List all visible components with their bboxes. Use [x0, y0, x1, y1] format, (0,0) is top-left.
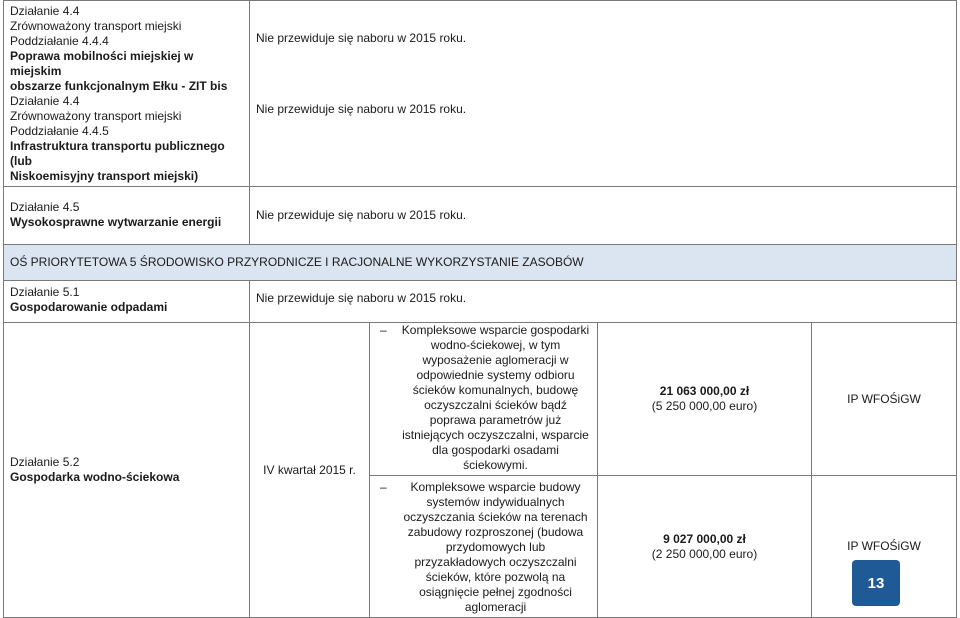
action-title: Gospodarowanie odpadami [10, 300, 168, 314]
dash-bullet: – [380, 480, 387, 494]
table-row [4, 323, 957, 476]
dash-bullet: – [380, 323, 387, 337]
page-number: 13 [867, 574, 885, 592]
scope-cell [370, 323, 598, 476]
no-call-note: Nie przewiduje się naboru w 2015 roku. [256, 102, 467, 116]
action-title: Wysokosprawne wytwarzanie energii [10, 215, 222, 229]
table-row [4, 281, 957, 323]
period-cell [250, 323, 370, 618]
scope-cell [370, 476, 598, 618]
priority-axis-title: OŚ PRIORYTETOWA 5 ŚRODOWISKO PRZYRODNICZE I RACJONALNE WYKORZYSTANIE ZASOBÓW [10, 255, 584, 269]
measure-line: Poddziałanie 4.4.5 [10, 124, 109, 138]
list-item [376, 323, 591, 473]
no-call-note: Nie przewiduje się naboru w 2015 roku. [256, 208, 467, 222]
action-label: Działanie 5.2 [10, 455, 80, 469]
institution: IP WFOŚiGW [847, 539, 921, 553]
measure-line: Zrównoważony transport miejski [10, 109, 182, 123]
measure-cell [4, 187, 250, 245]
table-row [4, 1, 957, 187]
measure-cell [4, 281, 250, 323]
measure-cell [4, 1, 250, 187]
institution-cell [812, 323, 957, 476]
amount-cell [598, 323, 812, 476]
table-row [4, 245, 957, 281]
amount-cell [598, 476, 812, 618]
amount-pln: 21 063 000,00 zł [659, 384, 750, 398]
measure-line: Działanie 4.4 [10, 4, 80, 18]
measure-cell [4, 323, 250, 618]
amount-eur: (2 250 000,00 euro) [651, 546, 758, 561]
page-number-badge [852, 560, 900, 606]
measure-lines [10, 4, 243, 184]
table-row [4, 187, 957, 245]
note-cell [250, 1, 957, 187]
measure-line: Niskoemisyjny transport miejski) [10, 169, 199, 183]
note-cell [250, 281, 957, 323]
scope-description: Kompleksowe wsparcie budowy systemów indywidualnych oczyszczania ścieków na terenach zabudowy rozproszonej (budowa przydomowych lub przyzakładowych oczyszczalni ścieków, które pozwolą na osiągnięcie pełnej zgodności aglomeracji [403, 480, 588, 614]
institution: IP WFOŚiGW [847, 391, 921, 406]
call-period: IV kwartał 2015 r. [263, 462, 356, 477]
action-label: Działanie 5.1 [10, 285, 80, 299]
schedule-table [3, 0, 957, 618]
amount-eur: (5 250 000,00 euro) [651, 399, 758, 413]
no-call-note: Nie przewiduje się naboru w 2015 roku. [256, 31, 467, 45]
action-title: Gospodarka wodno-ściekowa [10, 470, 180, 484]
no-call-note: Nie przewiduje się naboru w 2015 roku. [256, 291, 467, 305]
measure-line: Poprawa mobilności miejskiej w miejskim [10, 49, 194, 78]
measure-line: Infrastruktura transportu publicznego (lub [10, 139, 225, 168]
measure-line: Działanie 4.4 [10, 94, 80, 108]
measure-line: Zrównoważony transport miejski [10, 19, 182, 33]
action-label: Działanie 4.5 [10, 200, 80, 214]
note-cell [250, 187, 957, 245]
measure-line: obszarze funkcjonalnym Ełku - ZIT bis [10, 79, 228, 93]
amount-pln: 9 027 000,00 zł [663, 531, 746, 546]
list-item [376, 480, 591, 615]
measure-line: Poddziałanie 4.4.4 [10, 34, 109, 48]
priority-axis-band [4, 245, 957, 281]
scope-description: Kompleksowe wsparcie gospodarki wodno-ściekowej, w tym wyposażenie aglomeracji w odpowiednie systemy odbioru ścieków komunalnych, budowę oczyszczalni ścieków bądź poprawa parametrów już istniejących oczyszczalni, wsparcie dla gospodarki osadami ściekowymi. [401, 323, 590, 472]
